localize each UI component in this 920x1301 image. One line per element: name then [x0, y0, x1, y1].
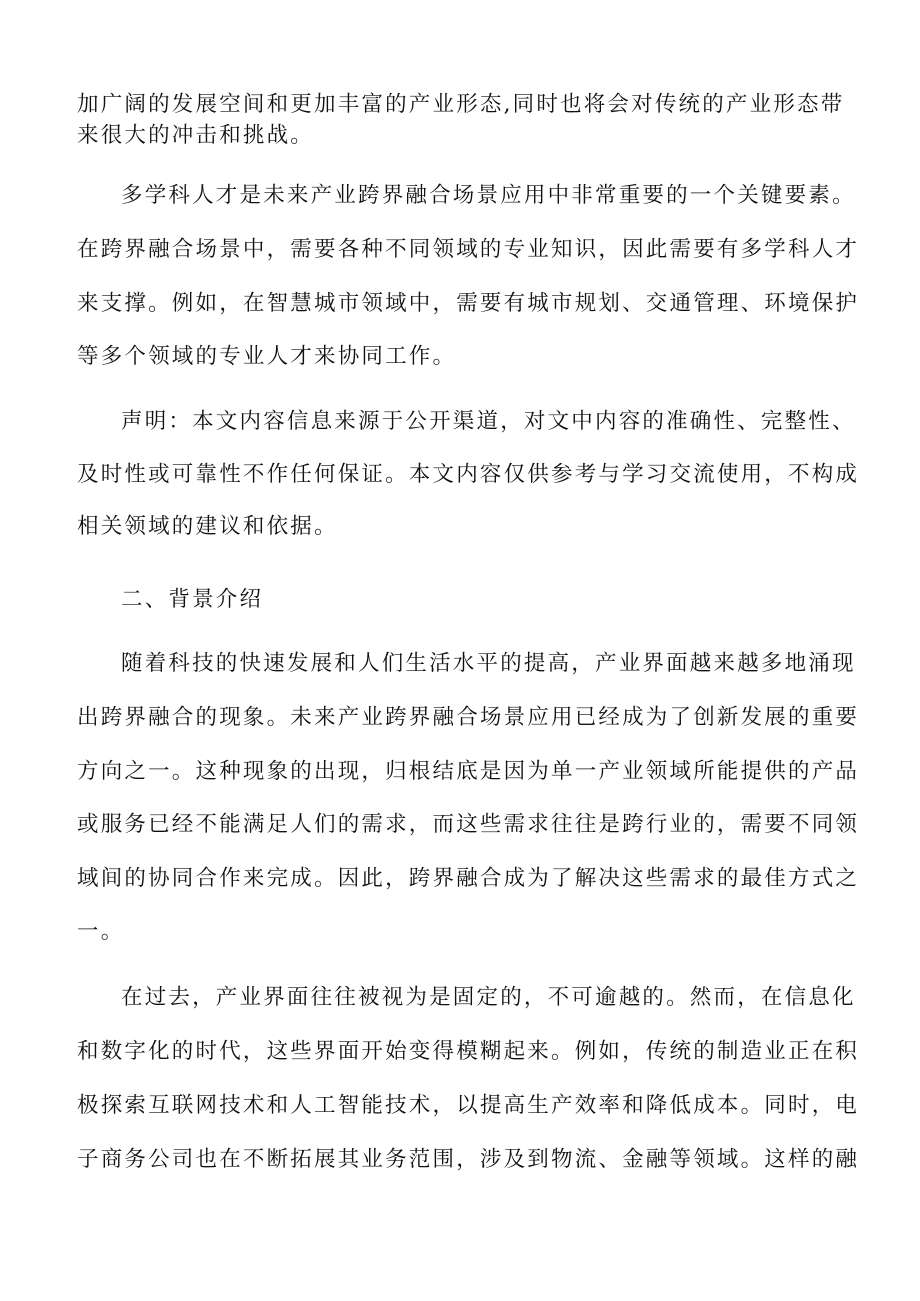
paragraph-line: 加广阔的发展空间和更加丰富的产业形态,同时也将会对传统的产业形态带 [77, 92, 845, 117]
paragraph-line: 来支撑。例如，在智慧城市领域中，需要有城市规划、交通管理、环境保护 [77, 291, 860, 316]
section-heading: 二、背景介绍 [121, 587, 264, 612]
paragraph-line: 子商务公司也在不断拓展其业务范围，涉及到物流、金融等领域。这样的融 [77, 1147, 860, 1172]
paragraph-line: 来很大的冲击和挑战。 [77, 123, 315, 148]
paragraph-line: 随着科技的快速发展和人们生活水平的提高，产业界面越来越多地涌现 [121, 651, 856, 676]
paragraph-line: 一。 [77, 919, 125, 944]
paragraph-line: 多学科人才是未来产业跨界融合场景应用中非常重要的一个关键要素。 [121, 183, 856, 208]
paragraph-line: 或服务已经不能满足人们的需求，而这些需求往往是跨行业的，需要不同领 [77, 812, 860, 837]
disclaimer-line: 相关领域的建议和依据。 [77, 514, 338, 539]
paragraph-line: 在跨界融合场景中，需要各种不同领域的专业知识，因此需要有多学科人才 [77, 237, 860, 262]
paragraph-line: 在过去，产业界面往往被视为是固定的，不可逾越的。然而，在信息化 [121, 985, 856, 1010]
paragraph-line: 出跨界融合的现象。未来产业跨界融合场景应用已经成为了创新发展的重要 [77, 705, 860, 730]
paragraph-line: 方向之一。这种现象的出现，归根结底是因为单一产业领域所能提供的产品 [77, 759, 860, 784]
paragraph-line: 等多个领域的专业人才来协同工作。 [77, 344, 457, 369]
paragraph-line: 域间的协同合作来完成。因此，跨界融合成为了解决这些需求的最佳方式之 [77, 866, 860, 891]
disclaimer-line: 及时性或可靠性不作任何保证。本文内容仅供参考与学习交流使用，不构成 [77, 462, 860, 487]
paragraph-line: 极探索互联网技术和人工智能技术，以提高生产效率和降低成本。同时，电 [77, 1093, 860, 1118]
disclaimer-line: 声明：本文内容信息来源于公开渠道，对文中内容的准确性、完整性、 [121, 409, 856, 434]
paragraph-line: 和数字化的时代，这些界面开始变得模糊起来。例如，传统的制造业正在积 [77, 1039, 860, 1064]
